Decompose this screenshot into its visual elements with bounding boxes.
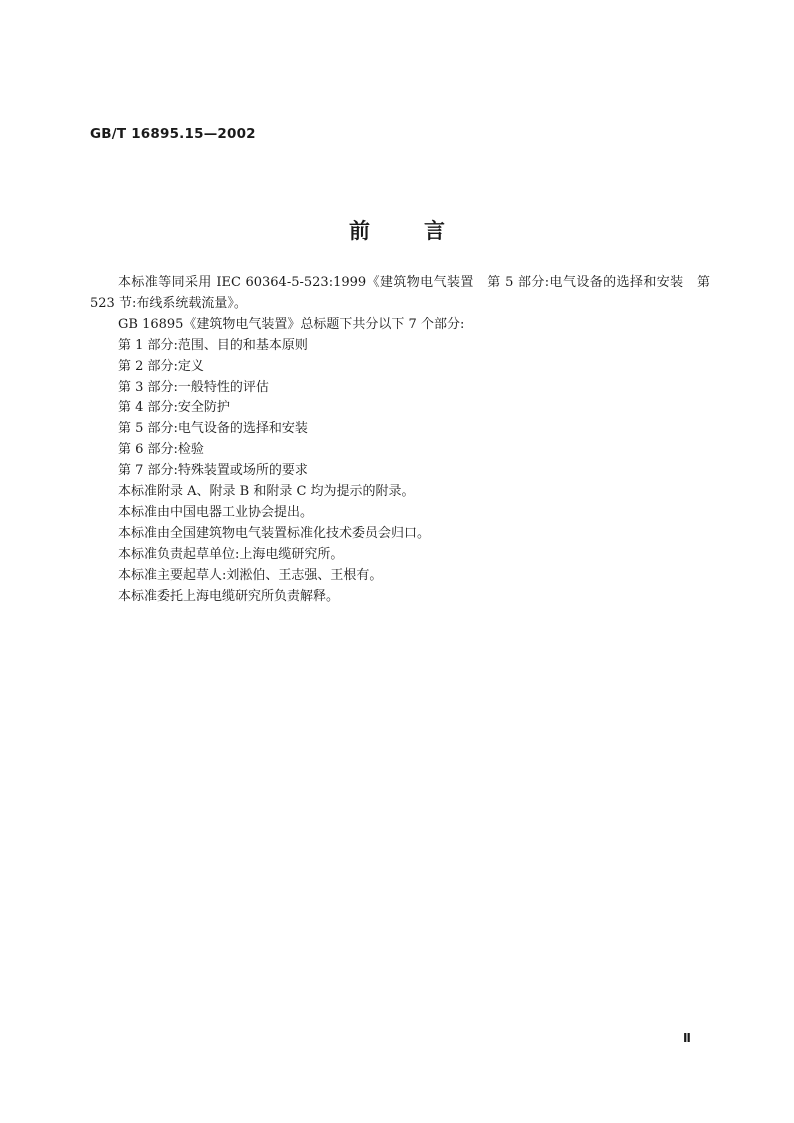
paragraph-committee: 本标准由全国建筑物电气装置标准化技术委员会归口。 [118,525,431,541]
list-item-part-5: 第 5 部分:电气设备的选择和安装 [118,421,308,437]
paragraph-drafting-unit: 本标准负责起草单位:上海电缆研究所。 [118,546,344,562]
list-item-part-1: 第 1 部分:范围、目的和基本原则 [118,337,308,353]
list-item-part-4: 第 4 部分:安全防护 [118,400,230,416]
paragraph-appendices: 本标准附录 A、附录 B 和附录 C 均为提示的附录。 [118,484,415,500]
page-number: Ⅱ [683,1031,691,1045]
page-title [0,215,794,245]
list-item-part-3: 第 3 部分:一般特性的评估 [118,379,269,395]
paragraph-interpretation: 本标准委托上海电缆研究所负责解释。 [118,588,340,604]
title-char-2: 言 [424,218,445,243]
paragraph-proposer: 本标准由中国电器工业协会提出。 [118,504,314,520]
paragraph-series-intro: GB 16895《建筑物电气装置》总标题下共分以下 7 个部分: [118,316,465,332]
list-item-part-6: 第 6 部分:检验 [118,442,204,458]
title-char-1: 前 [349,218,370,243]
paragraph-adoption: 本标准等同采用 IEC 60364-5-523:1999《建筑物电气装置 第 5 部分:电气设备的选择和安装 第 523 节:布线系统载流量》。 [90,275,710,311]
list-item-part-7: 第 7 部分:特殊装置或场所的要求 [118,463,308,479]
paragraph-drafters: 本标准主要起草人:刘淞伯、王志强、王根有。 [118,567,383,583]
document-code: GB/T 16895.15—2002 [90,126,256,142]
list-item-part-2: 第 2 部分:定义 [118,358,204,374]
body-text [90,273,710,608]
